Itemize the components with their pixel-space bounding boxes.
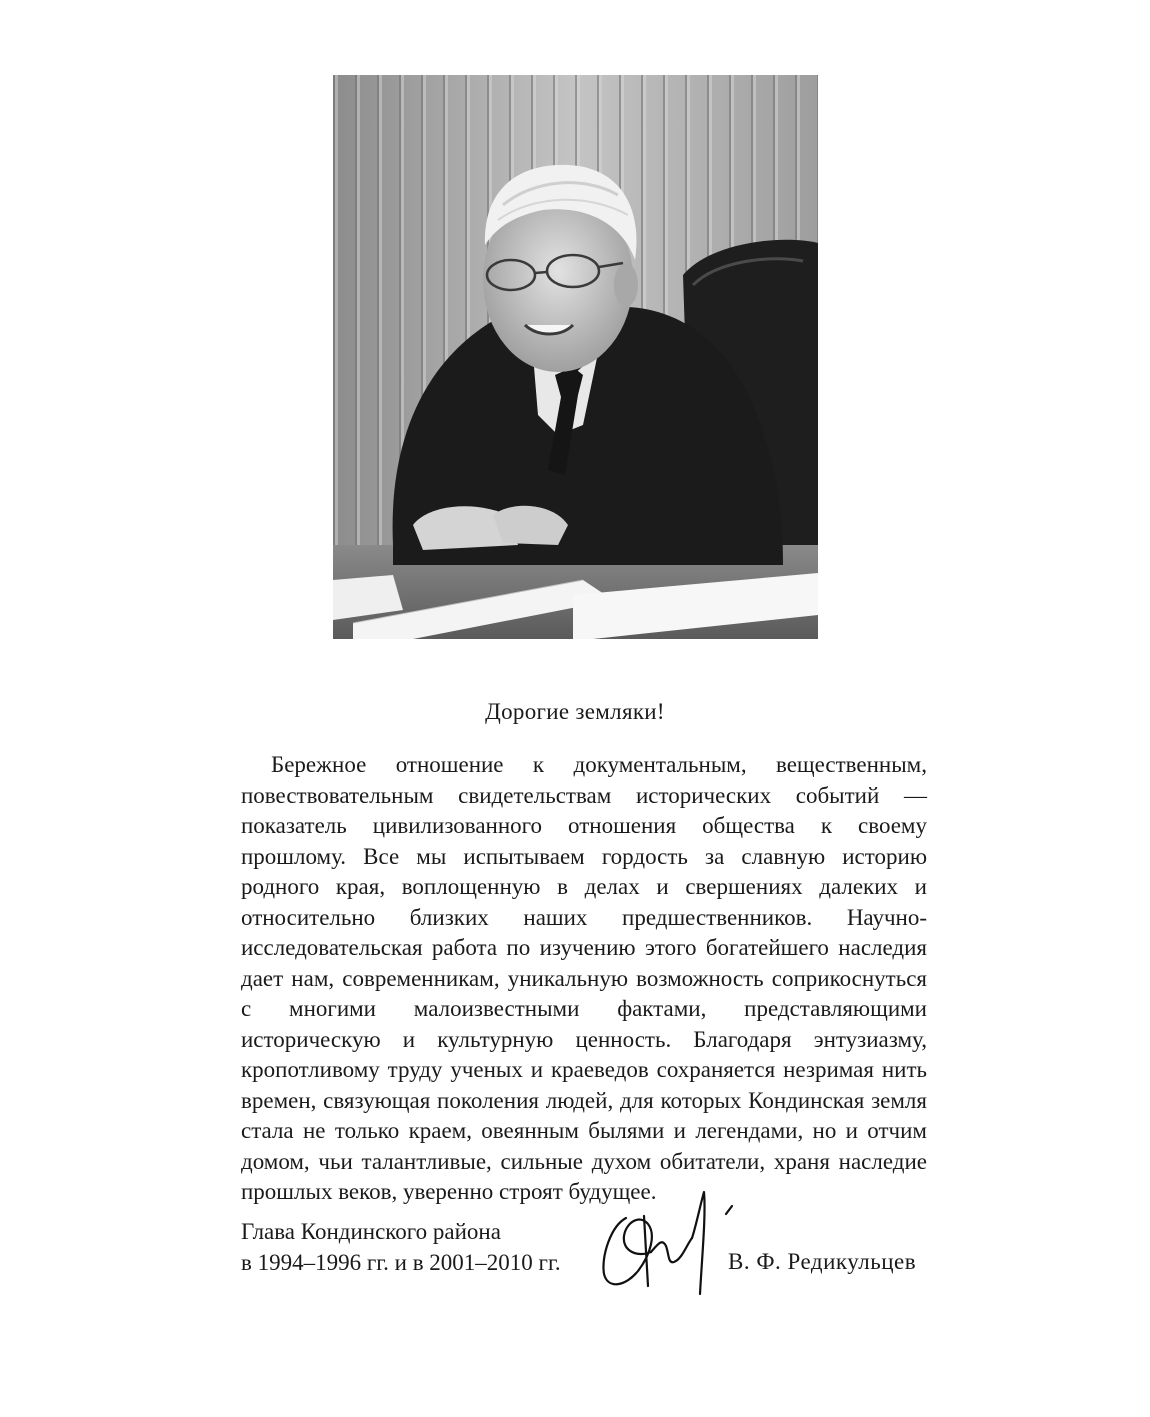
- position-line-2: в 1994–1996 гг. и в 2001–2010 гг.: [241, 1250, 561, 1275]
- signer-name: В. Ф. Редикульцев: [728, 1249, 917, 1274]
- body-paragraph: Бережное отношение к документальным, вещественным, повествовательным свидетельствам исторических событий — показатель цивилизованного отношения общества к своему прошлому. Все мы испытываем гордость за славную историю родного края, воплощенную в делах и свершениях далеких и относительно близких наших предшественников. Научно-исследовательская работа по изучению этого богатейшего наследия дает нам, современникам, уникальную возможность соприкоснуться с многими малоизвестными фактами, представляющими историческую и культурную ценность. Благодаря энтузиазму, кропотливому труду ученых и краеведов сохраняется незримая нить времен, связующая поколения людей, для которых Кондинская земля стала не только краем, овеянным былями и легендами, но и отчим домом, чьи талантливые, сильные духом обитатели, храня наследие прошлых веков, уверенно строят будущее.: [241, 752, 927, 1204]
- greeting-heading: Дорогие земляки!: [485, 699, 665, 724]
- portrait-photo: [333, 75, 818, 639]
- position-line-1: Глава Кондинского района: [241, 1219, 501, 1244]
- author-position: [241, 1216, 561, 1278]
- handwritten-signature-icon: [596, 1186, 746, 1298]
